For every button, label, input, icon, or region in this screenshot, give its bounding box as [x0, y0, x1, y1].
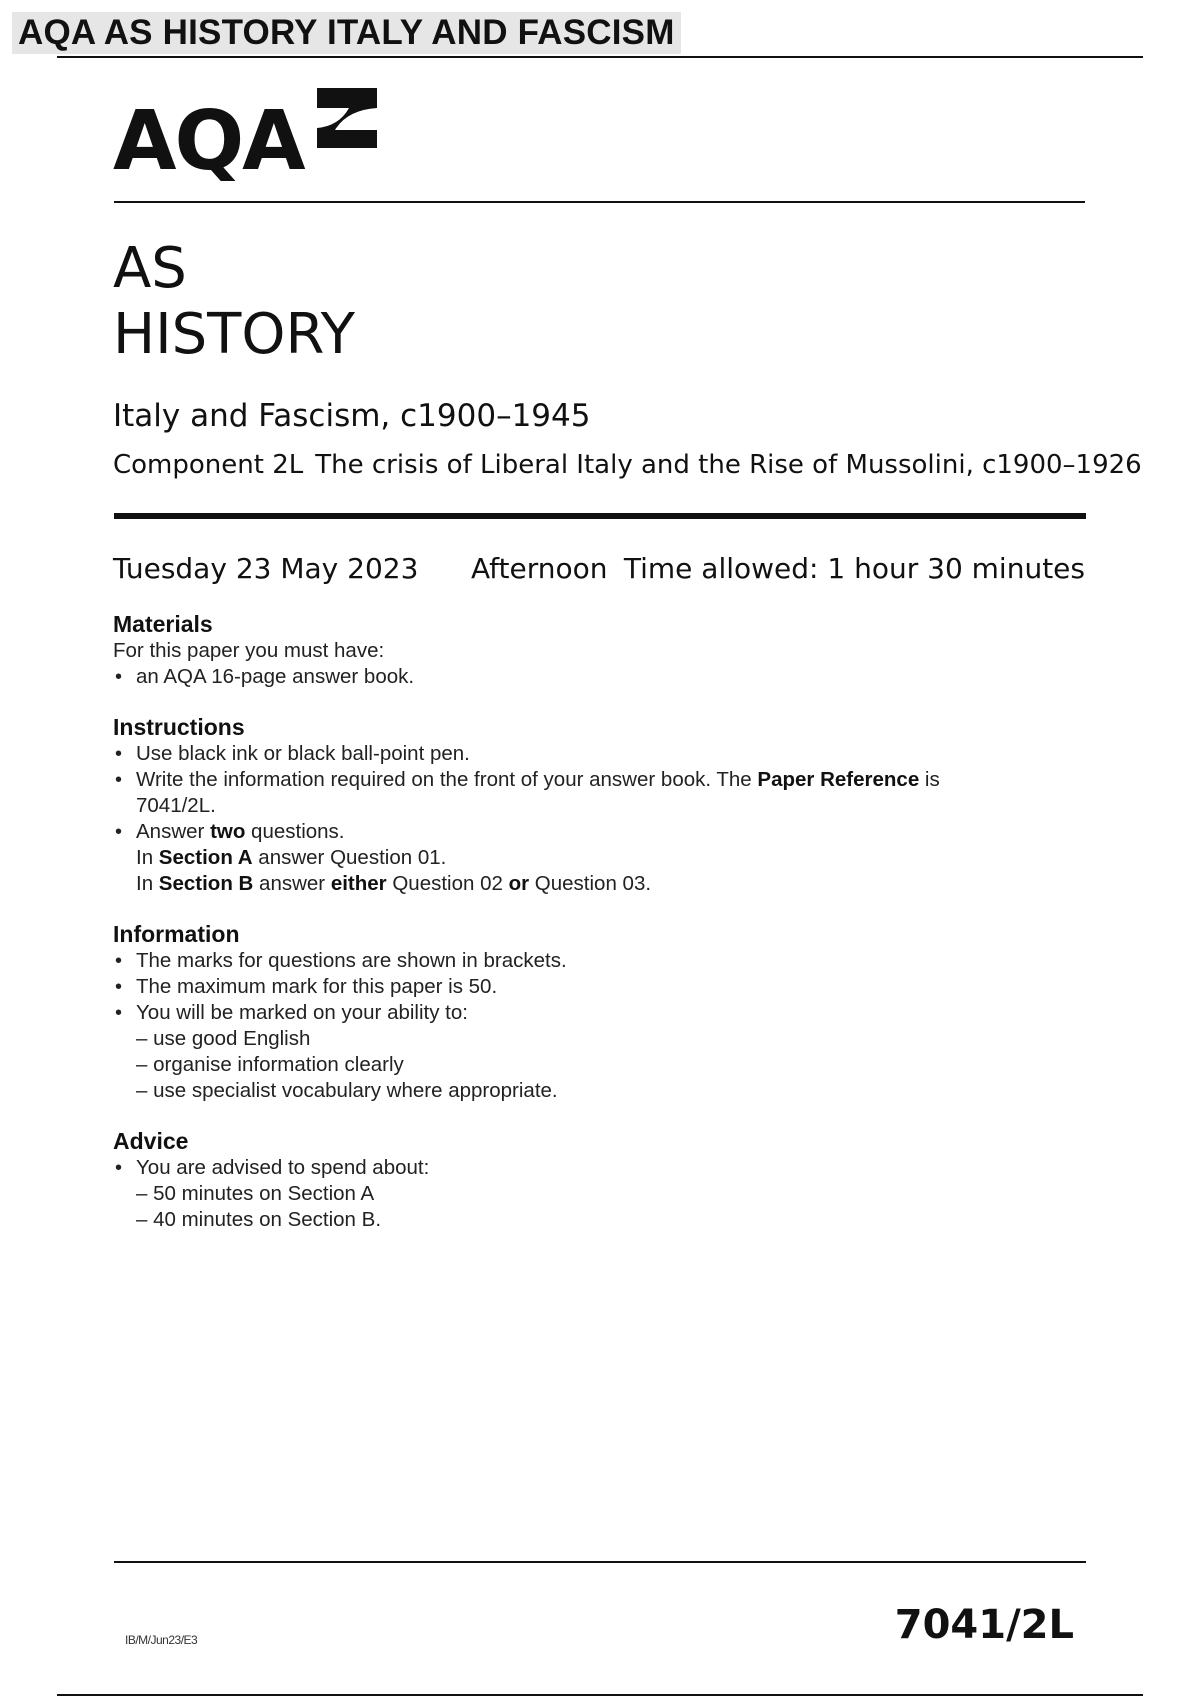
information-subitem: – organise information clearly: [136, 1053, 404, 1076]
materials-heading: Materials: [113, 611, 213, 637]
footer-reference-code: IB/M/Jun23/E3: [125, 1633, 198, 1647]
materials-section: [113, 610, 1073, 690]
instructions-section: [113, 713, 1073, 897]
information-section: [113, 920, 1073, 1104]
exam-details: [113, 549, 1085, 589]
information-subitem: – use good English: [136, 1027, 311, 1050]
component-title: The crisis of Liberal Italy and the Rise of Mussolini, c1900–1926: [315, 450, 1142, 480]
instruction-item: • Use black ink or black ball-point pen.: [113, 741, 1073, 767]
instruction-item-continued: 7041/2L.: [136, 794, 216, 817]
advice-heading: Advice: [113, 1128, 189, 1154]
information-item: • The marks for questions are shown in brackets.: [113, 948, 1073, 974]
information-item: • You will be marked on your ability to:: [113, 1000, 1073, 1026]
footer-rule: [114, 1561, 1086, 1563]
time-allowed: Time allowed: 1 hour 30 minutes: [623, 552, 1085, 585]
instruction-item: • Write the information required on the front of your answer book. The Paper Reference is: [113, 767, 1073, 793]
materials-item: • an AQA 16-page answer book.: [113, 664, 1073, 690]
instruction-section-a: In Section A answer Question 01.: [136, 846, 447, 869]
advice-section: [113, 1127, 1073, 1233]
bottom-rule: [57, 1694, 1143, 1696]
instruction-item: • Answer two questions.: [113, 819, 1073, 845]
exam-session: Afternoon: [471, 552, 608, 585]
materials-intro: For this paper you must have:: [113, 639, 385, 662]
paper-code: 7041/2L: [894, 1602, 1074, 1648]
front-cover-content: [113, 610, 1073, 1256]
subject-level: AS: [113, 236, 187, 301]
document-title: AQA AS HISTORY ITALY AND FASCISM: [12, 12, 681, 54]
subject-name: HISTORY: [113, 302, 355, 367]
information-item: • The maximum mark for this paper is 50.: [113, 974, 1073, 1000]
component-line: [113, 448, 1142, 482]
aqa-logo-text: AQA: [113, 94, 304, 189]
top-rule: [57, 56, 1143, 58]
paper-title: Italy and Fascism, c1900–1945: [113, 398, 591, 434]
instructions-heading: Instructions: [113, 714, 245, 740]
advice-item: • You are advised to spend about:: [113, 1155, 1073, 1181]
aqa-logo-mark-icon: [317, 88, 377, 148]
component-code: Component 2L: [113, 450, 304, 480]
information-heading: Information: [113, 921, 240, 947]
advice-subitem: – 50 minutes on Section A: [136, 1182, 375, 1205]
header-rule: [114, 201, 1085, 203]
thick-rule: [114, 513, 1086, 519]
instruction-section-b: In Section B answer either Question 02 or Question 03.: [136, 872, 652, 895]
advice-subitem: – 40 minutes on Section B.: [136, 1208, 382, 1231]
exam-date: Tuesday 23 May 2023: [113, 552, 419, 585]
information-subitem: – use specialist vocabulary where appropriate.: [136, 1079, 558, 1102]
